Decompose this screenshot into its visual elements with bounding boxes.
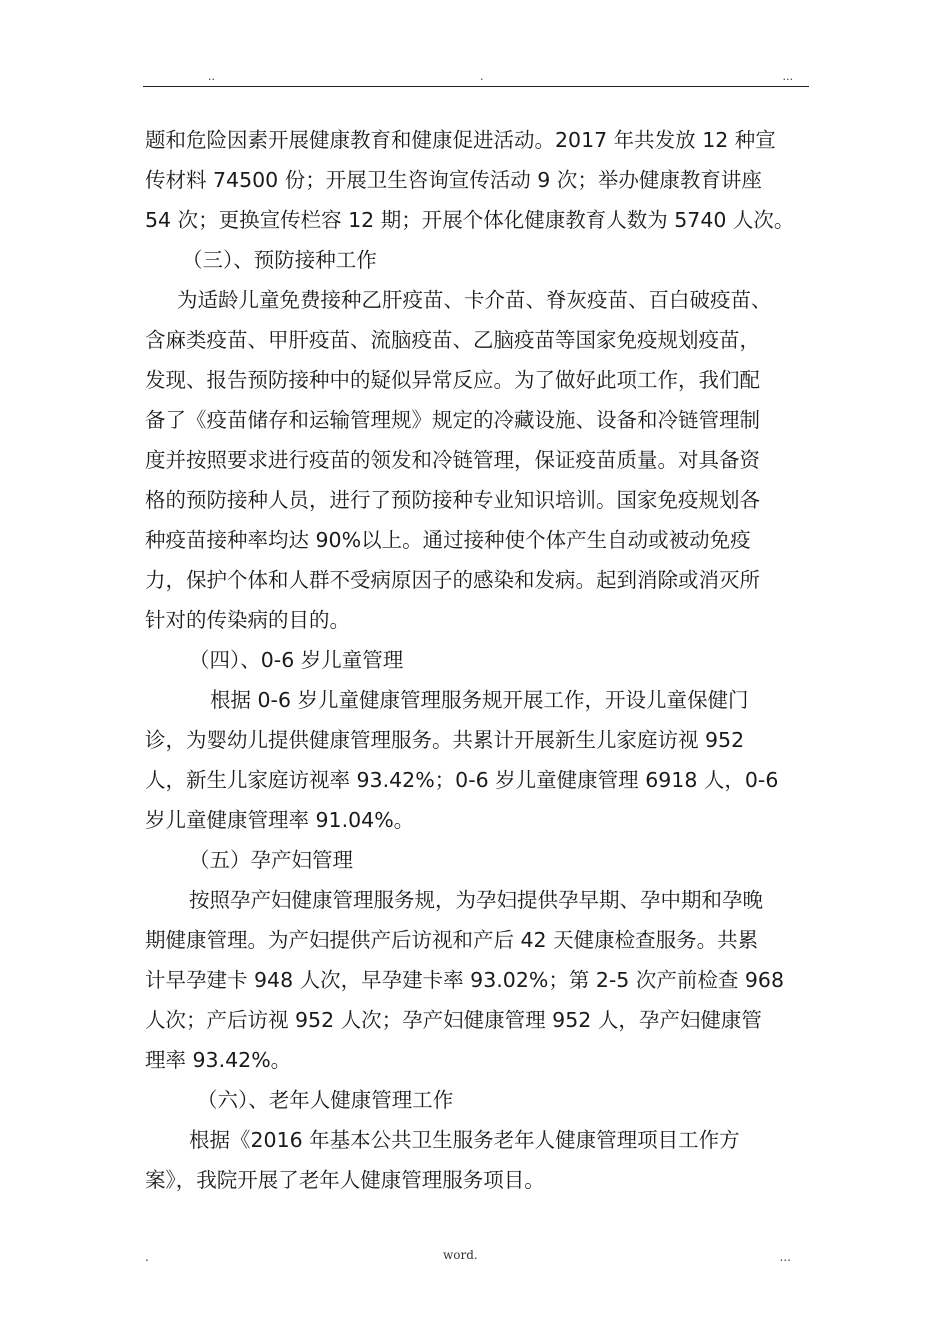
- text-line: 发现、报告预防接种中的疑似异常反应。为了做好此项工作，我们配: [145, 368, 760, 392]
- text-line: 按照孕产妇健康管理服务规，为孕妇提供孕早期、孕中期和孕晚: [189, 888, 763, 912]
- text-line: 种疫苗接种率均达 90%以上。通过接种使个体产生自动或被动免疫: [145, 528, 751, 552]
- text-line: 人次；产后访视 952 人次；孕产妇健康管理 952 人，孕产妇健康管: [145, 1008, 762, 1032]
- text-line: 54 次；更换宣传栏容 12 期；开展个体化健康教育人数为 5740 人次。: [145, 208, 795, 232]
- header-rule: [143, 86, 809, 87]
- text-line: 诊，为婴幼儿提供健康管理服务。共累计开展新生儿家庭访视 952: [145, 728, 745, 752]
- text-line: （五）孕产妇管理: [189, 848, 353, 872]
- text-line: 根据 0-6 岁儿童健康管理服务规开展工作，开设儿童保健门: [210, 688, 749, 712]
- page-header: [143, 70, 809, 84]
- header-center-mark: .: [480, 70, 484, 83]
- text-line: 力，保护个体和人群不受病原因子的感染和发病。起到消除或消灭所: [145, 568, 760, 592]
- text-line: 含麻类疫苗、甲肝疫苗、流脑疫苗、乙脑疫苗等国家免疫规划疫苗，: [145, 328, 760, 352]
- footer-right-mark: ...: [779, 1250, 791, 1264]
- text-line: 为适龄儿童免费接种乙肝疫苗、卡介苗、脊灰疫苗、百白破疫苗、: [177, 288, 772, 312]
- text-line: 期健康管理。为产妇提供产后访视和产后 42 天健康检查服务。共累: [145, 928, 759, 952]
- text-line: （三）、预防接种工作: [182, 248, 377, 272]
- text-line: 度并按照要求进行疫苗的领发和冷链管理，保证疫苗质量。对具备资: [145, 448, 760, 472]
- text-line: 格的预防接种人员，进行了预防接种专业知识培训。国家免疫规划各: [145, 488, 760, 512]
- text-line: 针对的传染病的目的。: [145, 608, 350, 632]
- text-line: （四）、0-6 岁儿童管理: [189, 648, 404, 672]
- header-left-mark: ..: [208, 70, 215, 83]
- text-line: 传材料 74500 份；开展卫生咨询宣传活动 9 次；举办健康教育讲座: [145, 168, 762, 192]
- document-body: [145, 120, 809, 1200]
- text-line: 理率 93.42%。: [145, 1048, 292, 1072]
- footer-left-mark: .: [145, 1250, 149, 1264]
- header-right-mark: ...: [782, 70, 793, 83]
- text-line: 岁儿童健康管理率 91.04%。: [145, 808, 415, 832]
- page-footer: [143, 1248, 809, 1264]
- text-line: （六）、老年人健康管理工作: [197, 1088, 454, 1112]
- text-line: 人，新生儿家庭访视率 93.42%；0-6 岁儿童健康管理 6918 人，0-6: [145, 768, 779, 792]
- text-line: 案》，我院开展了老年人健康管理服务项目。: [145, 1168, 545, 1192]
- text-line: 备了《疫苗储存和运输管理规》规定的冷藏设施、设备和冷链管理制: [145, 408, 760, 432]
- footer-center-label: word.: [443, 1248, 478, 1262]
- text-line: 题和危险因素开展健康教育和健康促进活动。2017 年共发放 12 种宣: [145, 128, 776, 152]
- text-line: 计早孕建卡 948 人次，早孕建卡率 93.02%；第 2-5 次产前检查 968: [145, 968, 785, 992]
- text-line: 根据《2016 年基本公共卫生服务老年人健康管理项目工作方: [189, 1128, 740, 1152]
